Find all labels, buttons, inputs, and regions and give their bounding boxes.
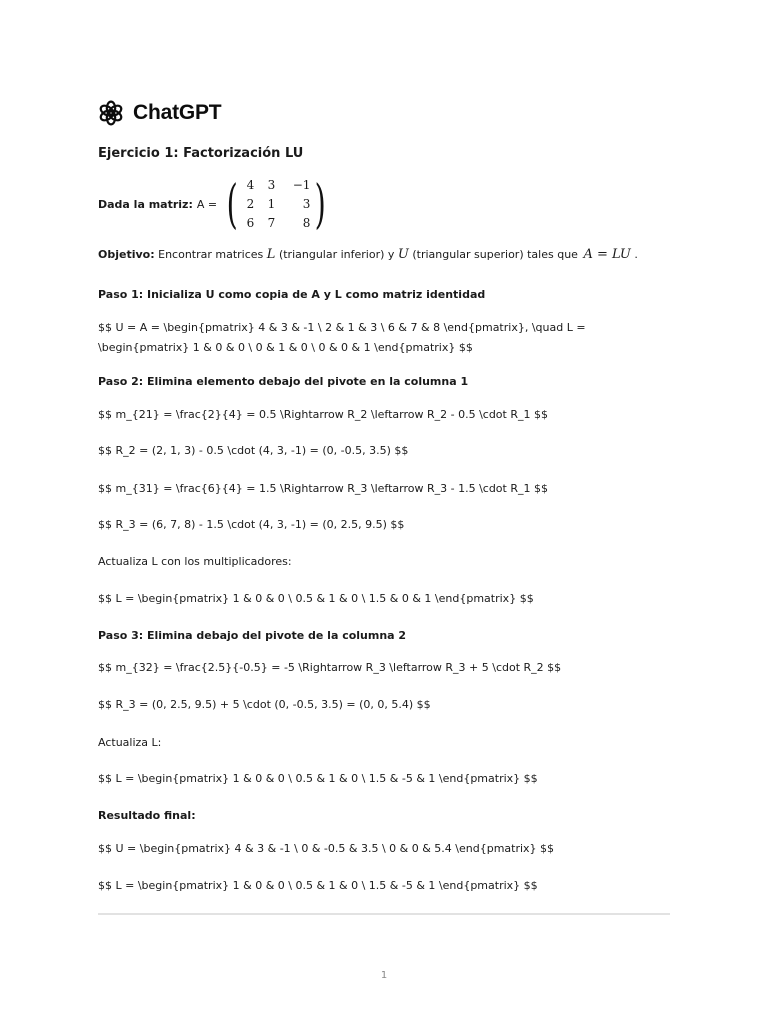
objective-text-mid2: (triangular superior) tales que <box>412 248 578 261</box>
step3-title: Paso 3: Elimina debajo del pivote de la columna 2 <box>98 629 407 642</box>
math-l: L <box>266 247 276 262</box>
step3-equation-2: $$ R_3 = (0, 2.5, 9.5) + 5 \cdot (0, -0.5, 3.5) = (0, 0, 5.4) $$ <box>98 698 431 711</box>
math-u: U <box>397 247 409 262</box>
step2-equation-4: $$ R_3 = (6, 7, 8) - 1.5 \cdot (4, 3, -1) = (0, 2.5, 9.5) $$ <box>98 518 405 531</box>
matrix-a-grid <box>242 176 310 233</box>
matrix-cell: 3 <box>267 178 276 192</box>
objective-text-end: . <box>634 248 638 261</box>
exercise-title: Ejercicio 1: Factorización LU <box>98 146 304 161</box>
step3-equation-3: $$ L = \begin{pmatrix} 1 & 0 & 0 \ 0.5 & 1 & 0 \ 1.5 & -5 & 1 \end{pmatrix} $$ <box>98 772 538 785</box>
matrix-cell: 7 <box>267 216 276 230</box>
matrix-cell: 3 <box>302 197 311 211</box>
footer-divider <box>98 913 670 915</box>
openai-knot-icon <box>98 100 124 126</box>
matrix-cell: 6 <box>246 216 255 230</box>
left-paren: ( <box>226 174 238 235</box>
objective-text-pre: Encontrar matrices <box>158 248 264 261</box>
matrix-cell: 1 <box>267 197 276 211</box>
matrix-a <box>222 176 331 233</box>
right-paren: ) <box>314 174 327 235</box>
math-a-eq-lu: A = LU <box>583 247 631 262</box>
step2-note: Actualiza L con los multiplicadores: <box>98 555 292 568</box>
step2-title: Paso 2: Elimina elemento debajo del pivote en la columna 1 <box>98 375 469 388</box>
step2-equation-5: $$ L = \begin{pmatrix} 1 & 0 & 0 \ 0.5 & 1 & 0 \ 1.5 & 0 & 1 \end{pmatrix} $$ <box>98 592 534 605</box>
given-label: Dada la matriz: <box>98 198 193 211</box>
matrix-cell: −1 <box>292 178 311 192</box>
step1-title: Paso 1: Inicializa U como copia de A y L como matriz identidad <box>98 288 486 301</box>
given-matrix-line <box>98 176 331 233</box>
brand-name: ChatGPT <box>133 101 222 124</box>
objective-line <box>98 246 638 264</box>
step2-equation-2: $$ R_2 = (2, 1, 3) - 0.5 \cdot (4, 3, -1) = (0, -0.5, 3.5) $$ <box>98 444 409 457</box>
matrix-cell: 8 <box>302 216 311 230</box>
step2-equation-1: $$ m_{21} = \frac{2}{4} = 0.5 \Rightarrow R_2 \leftarrow R_2 - 0.5 \cdot R_1 $$ <box>98 408 548 421</box>
step3-equation-1: $$ m_{32} = \frac{2.5}{-0.5} = -5 \Rightarrow R_3 \leftarrow R_3 + 5 \cdot R_2 $$ <box>98 661 562 674</box>
result-u-equation: $$ U = \begin{pmatrix} 4 & 3 & -1 \ 0 & -0.5 & 3.5 \ 0 & 0 & 5.4 \end{pmatrix} $$ <box>98 842 555 855</box>
objective-text-mid1: (triangular inferior) y <box>278 248 395 261</box>
result-l-equation: $$ L = \begin{pmatrix} 1 & 0 & 0 \ 0.5 & 1 & 0 \ 1.5 & -5 & 1 \end{pmatrix} $$ <box>98 879 538 892</box>
chatgpt-logo <box>98 100 221 126</box>
matrix-cell: 4 <box>246 178 255 192</box>
page-number: 1 <box>380 970 388 981</box>
step2-equation-3: $$ m_{31} = \frac{6}{4} = 1.5 \Rightarrow R_3 \leftarrow R_3 - 1.5 \cdot R_1 $$ <box>98 482 548 495</box>
given-assign: A = <box>196 198 218 211</box>
matrix-cell: 2 <box>246 197 255 211</box>
step1-equation: $$ U = A = \begin{pmatrix} 4 & 3 & -1 \ 2 & 1 & 3 \ 6 & 7 & 8 \end{pmatrix}, \quad L = \begin{pmatrix} 1 & 0 & 0 \ 0 & 1 & 0 \ 0 & 0 & 1 \end{pmatrix} $$ <box>98 321 586 354</box>
result-title: Resultado final: <box>98 809 196 822</box>
step3-note: Actualiza L: <box>98 736 162 749</box>
objective-label: Objetivo: <box>98 248 155 261</box>
